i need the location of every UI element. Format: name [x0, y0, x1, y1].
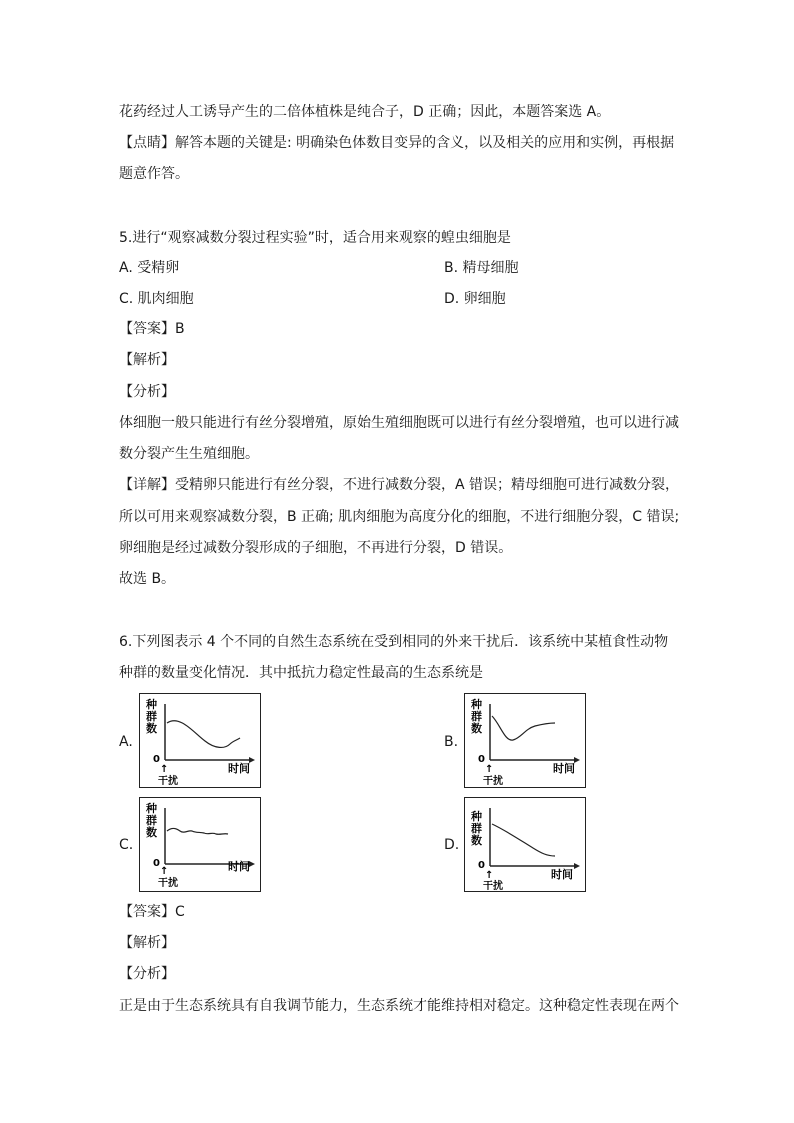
q6-fenxi-heading: 【分析】: [119, 966, 175, 982]
graph-disturb-label: 干扰: [158, 776, 178, 787]
q5-detail-line2: 所以可用来观察减数分裂，B 正确; 肌肉细胞为高度分化的细胞，不进行细胞分裂，C 错误;: [119, 509, 680, 525]
disturb-arrow-icon: ↑: [485, 764, 494, 775]
q6-graph-b-svg: [465, 694, 585, 787]
q6-graph-c: [139, 797, 261, 892]
q5-detail-line3: 卵细胞是经过减数分裂形成的子细胞，不再进行分裂，D 错误。: [119, 540, 513, 556]
graph-ylabel-char: 种: [471, 810, 482, 823]
graph-disturb-label: 干扰: [483, 776, 503, 787]
graph-ylabel-char: 群: [146, 814, 157, 827]
graph-ylabel-char: 群: [471, 710, 482, 723]
q4-dianjing-line2: 题意作答。: [119, 166, 189, 182]
graph-origin: 0: [478, 754, 485, 765]
q6-graph-b: [464, 693, 586, 788]
q5-conclusion: 故选 B。: [119, 571, 176, 587]
disturb-arrow-icon: ↑: [485, 870, 494, 881]
graph-origin: 0: [478, 860, 485, 871]
q5-stem: 5.进行“观察减数分裂过程实验”时，适合用来观察的蝗虫细胞是: [119, 230, 511, 246]
q5-answer: 【答案】B: [119, 321, 185, 337]
q5-option-a: A. 受精卵: [119, 260, 180, 276]
q6-graph-d: [464, 797, 586, 892]
q6-graph-a-svg: [140, 694, 260, 787]
graph-origin: 0: [153, 754, 160, 765]
q6-graph-d-svg: [465, 798, 585, 891]
q5-detail-line1: 【详解】受精卵只能进行有丝分裂，不进行减数分裂，A 错误；精母细胞可进行减数分裂，: [119, 477, 680, 493]
q6-answer: 【答案】C: [119, 904, 185, 920]
q5-fenxi-line2: 数分裂产生生殖细胞。: [119, 446, 259, 462]
q6-fenxi-line1: 正是由于生态系统具有自我调节能力，生态系统才能维持相对稳定。这种稳定性表现在两个: [119, 998, 679, 1014]
q5-fenxi-line1: 体细胞一般只能进行有丝分裂增殖，原始生殖细胞既可以进行有丝分裂增殖，也可以进行减: [119, 415, 679, 431]
q4-text-line: 花药经过人工诱导产生的二倍体植株是纯合子，D 正确；因此，本题答案选 A。: [119, 104, 611, 120]
q6-stem-line2: 种群的数量变化情况．其中抵抗力稳定性最高的生态系统是: [119, 665, 483, 681]
graph-xlabel: 时间: [553, 762, 575, 775]
graph-disturb-label: 干扰: [158, 878, 178, 889]
q6-option-d-label: D.: [444, 837, 460, 853]
q4-dianjing-line1: 【点睛】解答本题的关键是: 明确染色体数目变异的含义，以及相关的应用和实例，再根据: [119, 135, 675, 151]
graph-ylabel-char: 数: [471, 722, 482, 735]
graph-ylabel-char: 种: [471, 698, 482, 711]
q5-option-b: B. 精母细胞: [444, 260, 519, 276]
graph-ylabel-char: 数: [471, 834, 482, 847]
q6-graph-a: [139, 693, 261, 788]
graph-ylabel-char: 群: [146, 710, 157, 723]
graph-c-curve: [167, 828, 228, 834]
q6-jiexi-heading: 【解析】: [119, 935, 175, 951]
disturb-arrow-icon: ↑: [160, 764, 169, 775]
q6-option-b-label: B.: [444, 734, 459, 750]
graph-ylabel-char: 种: [146, 802, 157, 815]
q6-option-c-label: C.: [119, 837, 134, 853]
graph-ylabel-char: 数: [146, 722, 157, 735]
q6-graph-c-svg: [140, 798, 260, 891]
graph-b-curve: [492, 716, 555, 740]
graph-ylabel-char: 群: [471, 822, 482, 835]
graph-origin: 0: [153, 858, 160, 869]
graph-d-curve: [492, 824, 555, 856]
graph-a-curve: [167, 721, 240, 748]
q5-option-d: D. 卵细胞: [444, 291, 506, 307]
graph-xlabel: 时间: [228, 762, 250, 775]
graph-xlabel: 时间: [228, 860, 250, 873]
graph-disturb-label: 干扰: [483, 881, 503, 891]
graph-x-arrow: [574, 863, 580, 869]
q5-jiexi-heading: 【解析】: [119, 352, 175, 368]
graph-ylabel-char: 数: [146, 826, 157, 839]
q6-option-a-label: A.: [119, 734, 133, 750]
graph-xlabel: 时间: [551, 868, 573, 881]
graph-ylabel-char: 种: [146, 698, 157, 711]
q6-stem-line1: 6.下列图表示 4 个不同的自然生态系统在受到相同的外来干扰后．该系统中某植食性动物: [119, 634, 669, 650]
q5-fenxi-heading: 【分析】: [119, 384, 175, 400]
disturb-arrow-icon: ↑: [160, 866, 169, 877]
q5-option-c: C. 肌肉细胞: [119, 291, 194, 307]
